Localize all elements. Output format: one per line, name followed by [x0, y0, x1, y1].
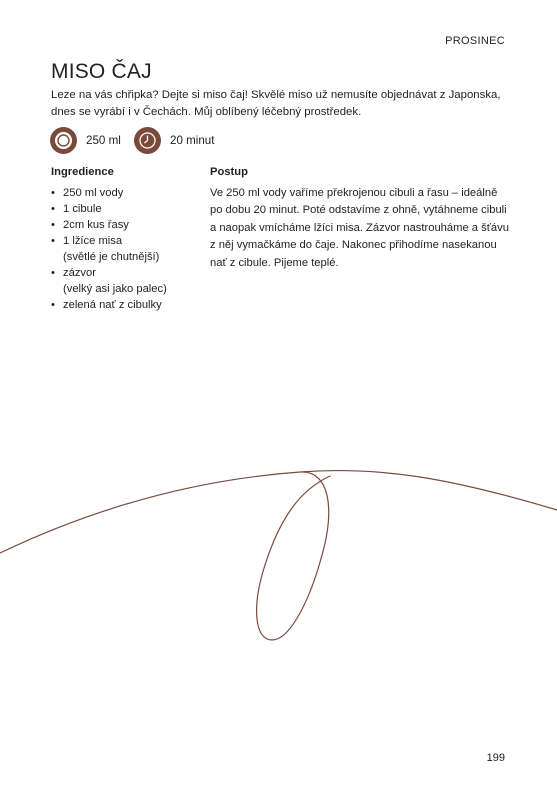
- ingredient-note: (velký asi jako palec): [63, 283, 167, 295]
- time-text: 20 minut: [170, 134, 215, 147]
- portion-text: 250 ml: [86, 134, 121, 147]
- procedure-heading: Postup: [210, 166, 248, 178]
- ingredient-item: [51, 233, 201, 265]
- ingredient-item: [51, 297, 201, 313]
- ingredient-item: [51, 265, 201, 297]
- ingredient-text: 250 ml vody: [63, 187, 124, 199]
- recipe-title: MISO ČAJ: [51, 60, 152, 83]
- procedure-text: Ve 250 ml vody vaříme překrojenou cibuli a řasu – ideálně po dobu 20 minut. Poté odstavíme z ohně, vytáhneme cibuli a naopak vmícháme lžíci misa. Zázvor nastrouháme a šťávu z něj vymačkáme do čaje. Nakonec přihodíme nasekanou nať z cibule. Pijeme teplé.: [210, 187, 509, 269]
- page-number: 199: [486, 752, 505, 764]
- ingredients-list: [51, 185, 201, 313]
- ingredients-heading: Ingredience: [51, 166, 114, 178]
- ingredient-item: [51, 217, 201, 233]
- plate-icon: [50, 127, 77, 154]
- ingredient-text: 1 lžíce misa: [63, 235, 123, 247]
- ingredient-text: 2cm kus řasy: [63, 219, 129, 231]
- portion-info: [50, 126, 121, 155]
- chapter-month: PROSINEC: [445, 35, 505, 47]
- ingredient-text: zázvor: [63, 267, 96, 279]
- ingredient-item: [51, 185, 201, 201]
- time-info: [134, 126, 214, 155]
- procedure-section: [210, 166, 510, 272]
- ingredient-note: (světlé je chutnější): [63, 251, 160, 263]
- ingredient-text: 1 cibule: [63, 203, 102, 215]
- clock-icon: [134, 127, 161, 154]
- ingredient-text: zelená nať z cibulky: [63, 299, 162, 311]
- ingredient-item: [51, 201, 201, 217]
- recipe-intro: Leze na vás chřipka? Dejte si miso čaj! Skvělé miso už nemusíte objednávat z Japonska, dnes se vyrábí i v Čechách. Můj oblíbený léčebný prostředek.: [51, 89, 501, 118]
- ingredients-section: [51, 166, 201, 313]
